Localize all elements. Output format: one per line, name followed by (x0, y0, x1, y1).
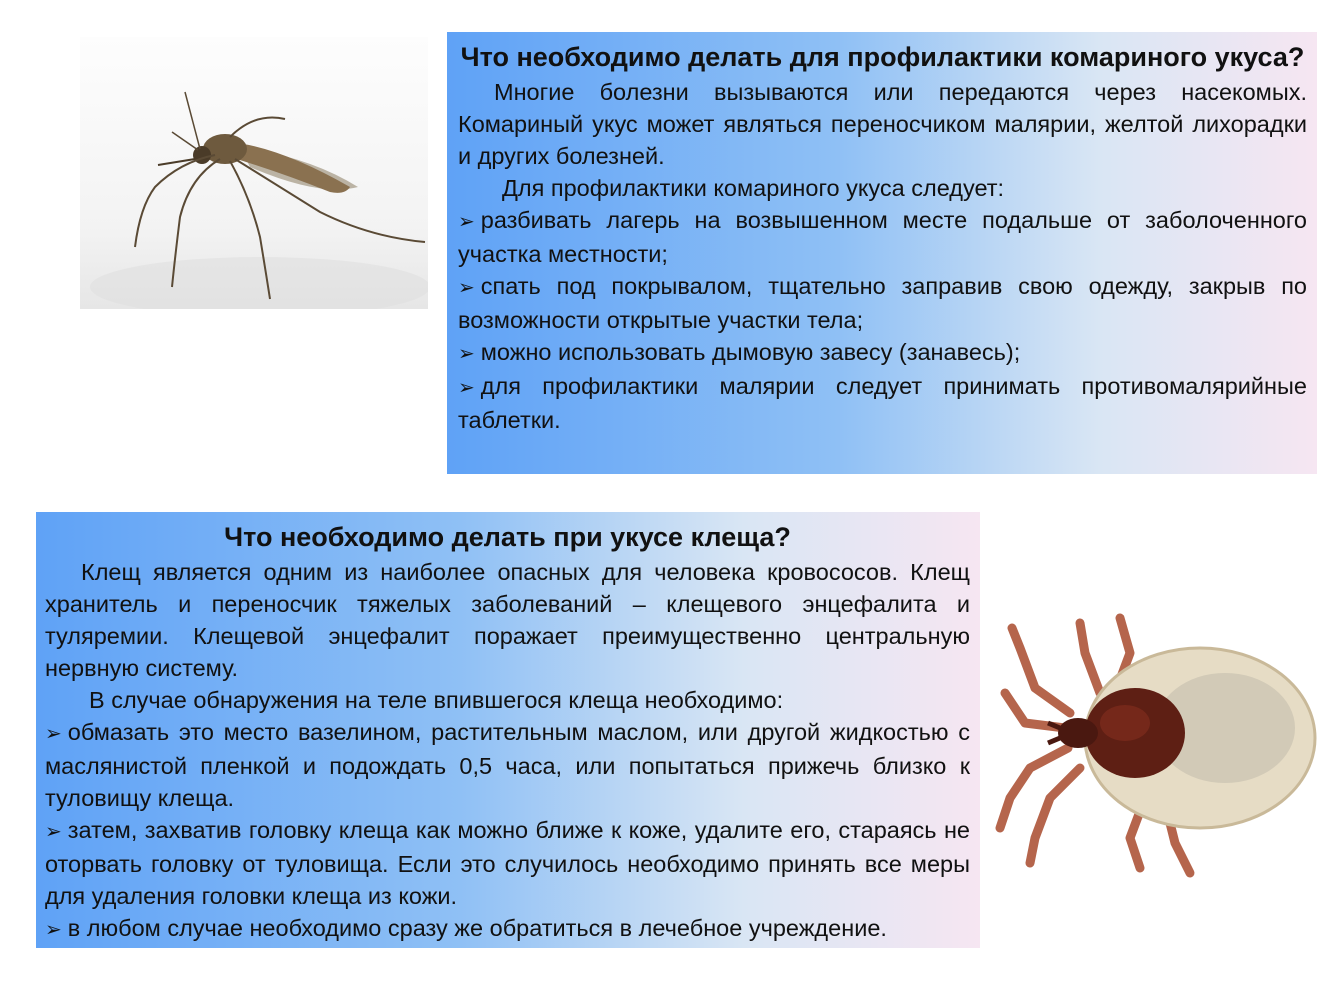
arrow-bullet-icon: ➢ (45, 723, 62, 745)
arrow-bullet-icon: ➢ (458, 211, 475, 233)
tick-bullet: ➢ в любом случае необходимо сразу же обратиться в лечебное учреждение. (45, 915, 887, 941)
arrow-bullet-icon: ➢ (458, 277, 475, 299)
mosquito-icon (80, 37, 428, 309)
tick-bite-panel (36, 512, 980, 948)
tick-icon (990, 598, 1320, 888)
tick-title: Что необходимо делать при укусе клеща? (224, 522, 791, 552)
mosquito-lead: Для профилактики комариного укуса следует: (502, 175, 1005, 201)
mosquito-bullet: ➢ можно использовать дымовую завесу (занавесь); (458, 339, 1021, 365)
arrow-bullet-icon: ➢ (458, 377, 475, 399)
mosquito-prevention-panel (447, 32, 1317, 474)
mosquito-title: Что необходимо делать для профилактики комариного укуса? (460, 42, 1305, 72)
tick-bullet: ➢ затем, захватив головку клеща как можно ближе к коже, удалите его, стараясь не оторвать головку от туловища. Если это случилось необходимо принять все меры для удаления головки клеща из кожи. (45, 817, 970, 909)
tick-image (990, 598, 1320, 888)
mosquito-bullet: ➢ разбивать лагерь на возвышенном месте подальше от заболоченного участка местности; (458, 207, 1307, 267)
arrow-bullet-icon: ➢ (458, 343, 475, 365)
arrow-bullet-icon: ➢ (45, 919, 62, 941)
tick-bullet: ➢ обмазать это место вазелином, растительным маслом, или другой жидкостью с маслянистой пленкой и подождать 0,5 часа, или попытаться прижечь близко к туловищу клеща. (45, 719, 970, 811)
arrow-bullet-icon: ➢ (45, 821, 62, 843)
mosquito-intro: Многие болезни вызываются или передаются через насекомых. Комариный укус может являться переносчиком малярии, желтой лихорадки и других болезней. (458, 79, 1307, 169)
mosquito-image (80, 37, 428, 309)
mosquito-bullet: ➢ для профилактики малярии следует принимать противомалярийные таблетки. (458, 373, 1307, 433)
tick-lead: В случае обнаружения на теле впившегося клеща необходимо: (89, 687, 784, 713)
mosquito-bullet: ➢ спать под покрывалом, тщательно заправив свою одежду, закрыв по возможности открытые участки тела; (458, 273, 1307, 333)
tick-intro: Клещ является одним из наиболее опасных для человека кровососов. Клещ хранитель и переносчик тяжелых заболеваний – клещевого энцефалита и туляремии. Клещевой энцефалит поражает преимущественно центральную нервную систему. (45, 559, 970, 681)
